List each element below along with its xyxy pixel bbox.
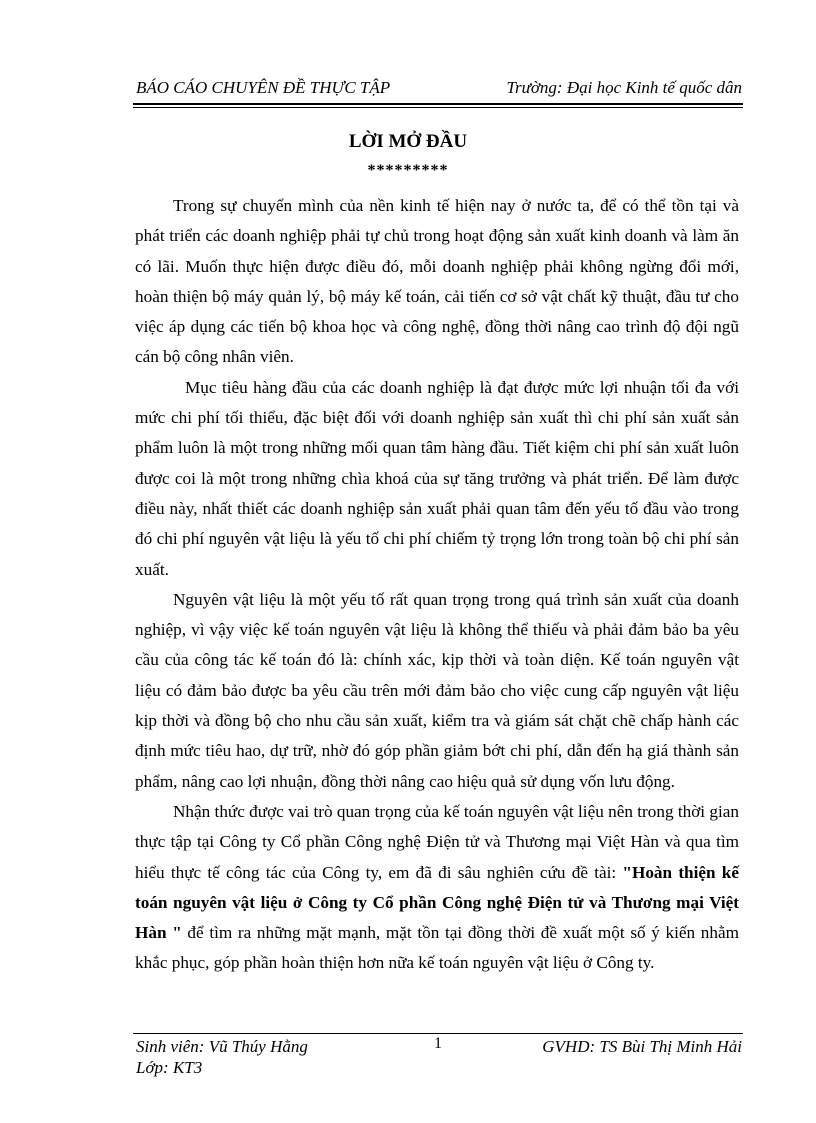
footer-advisor: GVHD: TS Bùi Thị Minh Hải: [542, 1037, 742, 1056]
paragraph-3: Nguyên vật liệu là một yếu tố rất quan trọng trong quá trình sản xuất của doanh nghiệp, vì vậy việc kế toán nguyên vật liệu là không thể thiếu và phải đảm bảo ba yêu cầu của công tác kế toán đó là: chính xác, kịp thời và toàn diện. Kế toán nguyên vật liệu có đảm bảo được ba yêu cầu trên mới đảm bảo cho việc cung cấp nguyên vật liệu kịp thời và đồng bộ cho nhu cầu sản xuất, kiểm tra và giám sát chặt chẽ chấp hành các định mức tiêu hao, dự trữ, nhờ đó góp phần giảm bớt chi phí, dẫn đến hạ giá thành sản phẩm, nâng cao lợi nhuận, đồng thời nâng cao hiệu quả sử dụng vốn lưu động.: [135, 589, 739, 791]
paragraph-4-intro: Nhận thức được vai trò quan trọng của kế toán nguyên vật liệu nên trong thời gian thực tập tại Công ty Cổ phần Công nghệ Điện tử và Thương mại Việt Hàn và qua tìm hiểu thực tế công tác của Công ty, em đã đi sâu nghiên cứu đề tài:: [135, 801, 739, 882]
footer-rule: [133, 1033, 743, 1034]
paragraph-2: Mục tiêu hàng đầu của các doanh nghiệp là đạt được mức lợi nhuận tối đa với mức chi phí tối thiểu, đặc biệt đối với doanh nghiệp sản xuất thì chi phí sản xuất sản phẩm luôn là một trong những mối quan tâm hàng đầu. Tiết kiệm chi phí sản xuất luôn được coi là một trong những chìa khoá của sự tăng trưởng và phát triển. Để làm được điều này, nhất thiết các doanh nghiệp sản xuất phải quan tâm đến yếu tố đầu vào trong đó chi phí nguyên vật liệu là yếu tố chi phí chiếm tỷ trọng lớn trong toàn bộ chi phí sản xuất.: [135, 377, 739, 579]
body-text: [135, 191, 739, 979]
header-university: Trường: Đại học Kinh tế quốc dân: [506, 78, 742, 97]
page-header: [136, 78, 742, 102]
page-title: LỜI MỞ ĐẦU: [348, 131, 468, 152]
footer-student: Sinh viên: Vũ Thúy Hằng: [136, 1037, 308, 1056]
thesis-topic: "Hoàn thiện kế toán nguyên vật liệu ở Công ty Cổ phần Công nghệ Điện tử và Thương mại Việt Hàn ": [135, 862, 739, 943]
header-rule-thick: [133, 103, 743, 105]
page-number: 1: [434, 1035, 442, 1052]
footer-class: Lớp: KT3: [136, 1058, 203, 1077]
paragraph-1: Trong sự chuyển mình của nền kinh tế hiện nay ở nước ta, để có thể tồn tại và phát triển các doanh nghiệp phải tự chủ trong hoạt động sản xuất kinh doanh và làm ăn có lãi. Muốn thực hiện được điều đó, mỗi doanh nghiệp phải không ngừng đổi mới, hoàn thiện bộ máy quản lý, bộ máy kế toán, cải tiến cơ sở vật chất kỹ thuật, đầu tư cho việc áp dụng các tiến bộ khoa học và công nghệ, đồng thời nâng cao trình độ đội ngũ cán bộ công nhân viên.: [135, 196, 739, 367]
header-rule-thin: [133, 107, 743, 108]
paragraph-4: [135, 797, 739, 979]
title-separator: *********: [367, 162, 449, 179]
paragraph-4-conclusion: để tìm ra những mặt mạnh, mặt tồn tại đồng thời đề xuất một số ý kiến nhằm khắc phục, góp phần hoàn thiện hơn nữa kế toán nguyên vật liệu ở Công ty.: [135, 923, 739, 973]
header-report-title: BÁO CÁO CHUYÊN ĐỀ THỰC TẬP: [136, 78, 391, 97]
